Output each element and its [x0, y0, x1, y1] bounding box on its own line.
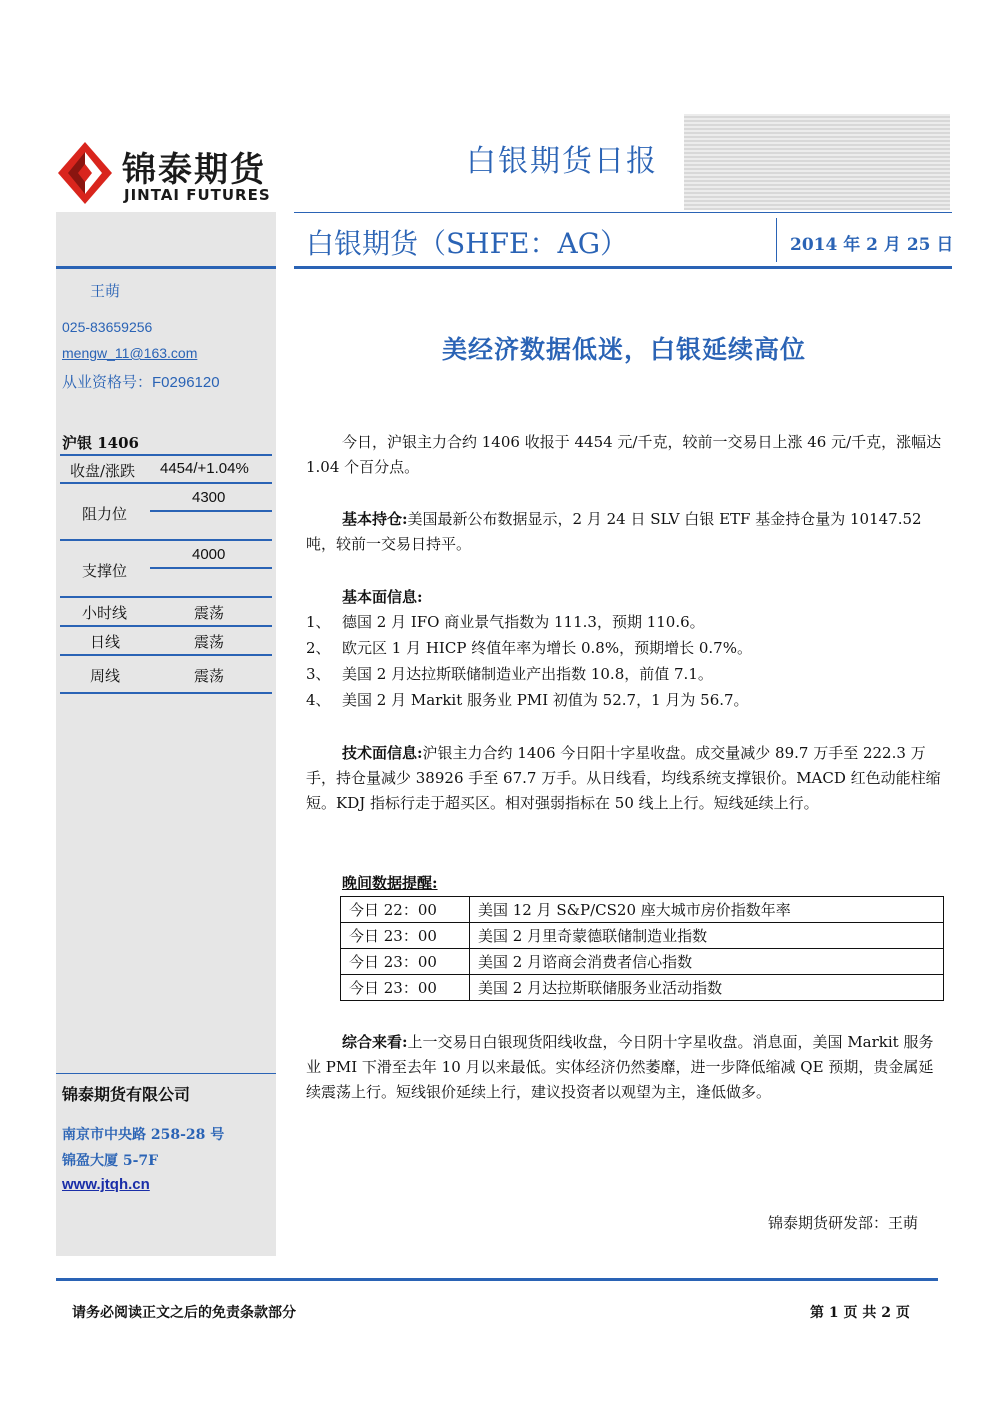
company-building: 锦盈大厦 5-7F [62, 1153, 159, 1169]
close-value: 4454/+1.04% [160, 460, 249, 477]
summary-label: 综合来看: [342, 1033, 408, 1051]
weekly-value: 震荡 [194, 667, 225, 685]
technical-paragraph [306, 741, 946, 816]
close-label: 收盘/涨跌 [70, 462, 136, 480]
sidebar-rule [150, 567, 272, 569]
sidebar-rule [150, 510, 272, 512]
company-website-link[interactable]: www.jtqh.cn [62, 1176, 150, 1193]
fundamental-heading [306, 585, 946, 610]
summary-text: 上一交易日白银现货阳线收盘，今日阴十字星收盘。消息面，美国 Markit 服务业 PMI 下滑至去年 10 月以来最低。实体经济仍然萎靡，进一步降低缩减 QE 预期，贵金属延续震荡上行。短线银价延续上行，建议投资者以观望为主，逢低做多。 [306, 1033, 934, 1101]
sidebar-rule [56, 1073, 276, 1074]
list-item: 1、 德国 2 月 IFO 商业景气指数为 111.3，预期 110.6。 [306, 613, 705, 631]
sidebar-rule [60, 482, 272, 484]
report-title: 白银期货日报 [466, 144, 658, 179]
fundamental-label: 基本面信息: [342, 588, 423, 606]
jintai-logo-icon [58, 142, 112, 204]
sidebar-rule [60, 654, 272, 656]
analyst-email-link[interactable]: mengw_11@163.com [62, 345, 198, 361]
analyst-phone: 025-83659256 [62, 319, 153, 335]
technical-label: 技术面信息: [342, 744, 423, 762]
holdings-text: 美国最新公布数据显示，2 月 24 日 SLV 白银 ETF 基金持仓量为 10147.52 吨，较前一交易日持平。 [306, 510, 922, 553]
title-bar-underline [294, 266, 952, 269]
summary-paragraph [306, 1030, 946, 1105]
evening-data-title: 晚间数据提醒: [342, 874, 438, 892]
logo-text-cn: 锦泰期货 [122, 150, 266, 190]
technical-text: 沪银主力合约 1406 今日阳十字星收盘。成交量减少 89.7 万手至 222.3 万手，持仓量减少 38926 手至 67.7 万手。从日线看，均线系统支撑银价。MACD 红色动能柱缩短。KDJ 指标行走于超买区。相对强弱指标在 50 线上上行。短线延续上行。 [306, 744, 941, 812]
report-date: 2014 年 2 月 25 日 [790, 235, 954, 255]
product-title: 白银期货（SHFE：AG） [306, 227, 629, 260]
sidebar-rule [60, 625, 272, 627]
analyst-name: 王萌 [90, 283, 121, 300]
weekly-label: 周线 [90, 667, 121, 685]
resistance-label: 阻力位 [82, 505, 128, 523]
hourly-value: 震荡 [194, 604, 225, 622]
footer-rule [56, 1278, 938, 1281]
fundamental-list [306, 609, 946, 713]
resistance-value: 4300 [192, 489, 226, 506]
date-divider [776, 218, 777, 262]
table-row: 今日 22：00 美国 12 月 S&P/CS20 座大城市房价指数年率 [341, 897, 944, 923]
sidebar-rule [60, 539, 272, 541]
title-bar-topline [294, 212, 952, 213]
holdings-label: 基本持仓: [342, 510, 408, 528]
sidebar-rule [60, 692, 272, 694]
list-item: 4、 美国 2 月 Markit 服务业 PMI 初值为 52.7，1 月为 56.7。 [306, 691, 749, 709]
company-name: 锦泰期货有限公司 [62, 1085, 191, 1104]
table-row: 今日 23：00 美国 2 月谘商会消费者信心指数 [341, 949, 944, 975]
logo-text-en: JINTAI FUTURES [124, 186, 271, 204]
hourly-label: 小时线 [82, 604, 128, 622]
contract-name: 沪银 1406 [62, 434, 139, 452]
table-row: 今日 23：00 美国 2 月达拉斯联储服务业活动指数 [341, 975, 944, 1001]
sidebar-rule [60, 596, 272, 598]
list-item: 3、 美国 2 月达拉斯联储制造业产出指数 10.8，前值 7.1。 [306, 665, 713, 683]
sidebar-divider [56, 266, 276, 269]
company-address: 南京市中央路 258-28 号 [62, 1127, 225, 1143]
daily-value: 震荡 [194, 633, 225, 651]
list-item: 2、 欧元区 1 月 HICP 终值年率为增长 0.8%，预期增长 0.7%。 [306, 639, 752, 657]
page-number: 第 1 页 共 2 页 [810, 1305, 910, 1321]
support-value: 4000 [192, 546, 226, 563]
analyst-cert: 从业资格号：F0296120 [62, 374, 220, 391]
headline: 美经济数据低迷，白银延续高位 [441, 335, 806, 364]
support-label: 支撑位 [82, 562, 128, 580]
signature: 锦泰期货研发部：王萌 [768, 1214, 919, 1232]
header-decoration [684, 114, 950, 210]
daily-label: 日线 [90, 633, 121, 651]
evening-data-table [340, 896, 944, 1001]
footer-disclaimer: 请务必阅读正文之后的免责条款部分 [72, 1305, 296, 1321]
intro-text: 今日，沪银主力合约 1406 收报于 4454 元/千克，较前一交易日上涨 46 元/千克，涨幅达 1.04 个百分点。 [306, 433, 942, 476]
intro-paragraph [306, 430, 946, 480]
sidebar-rule [60, 454, 272, 456]
table-row: 今日 23：00 美国 2 月里奇蒙德联储制造业指数 [341, 923, 944, 949]
holdings-paragraph [306, 507, 946, 557]
